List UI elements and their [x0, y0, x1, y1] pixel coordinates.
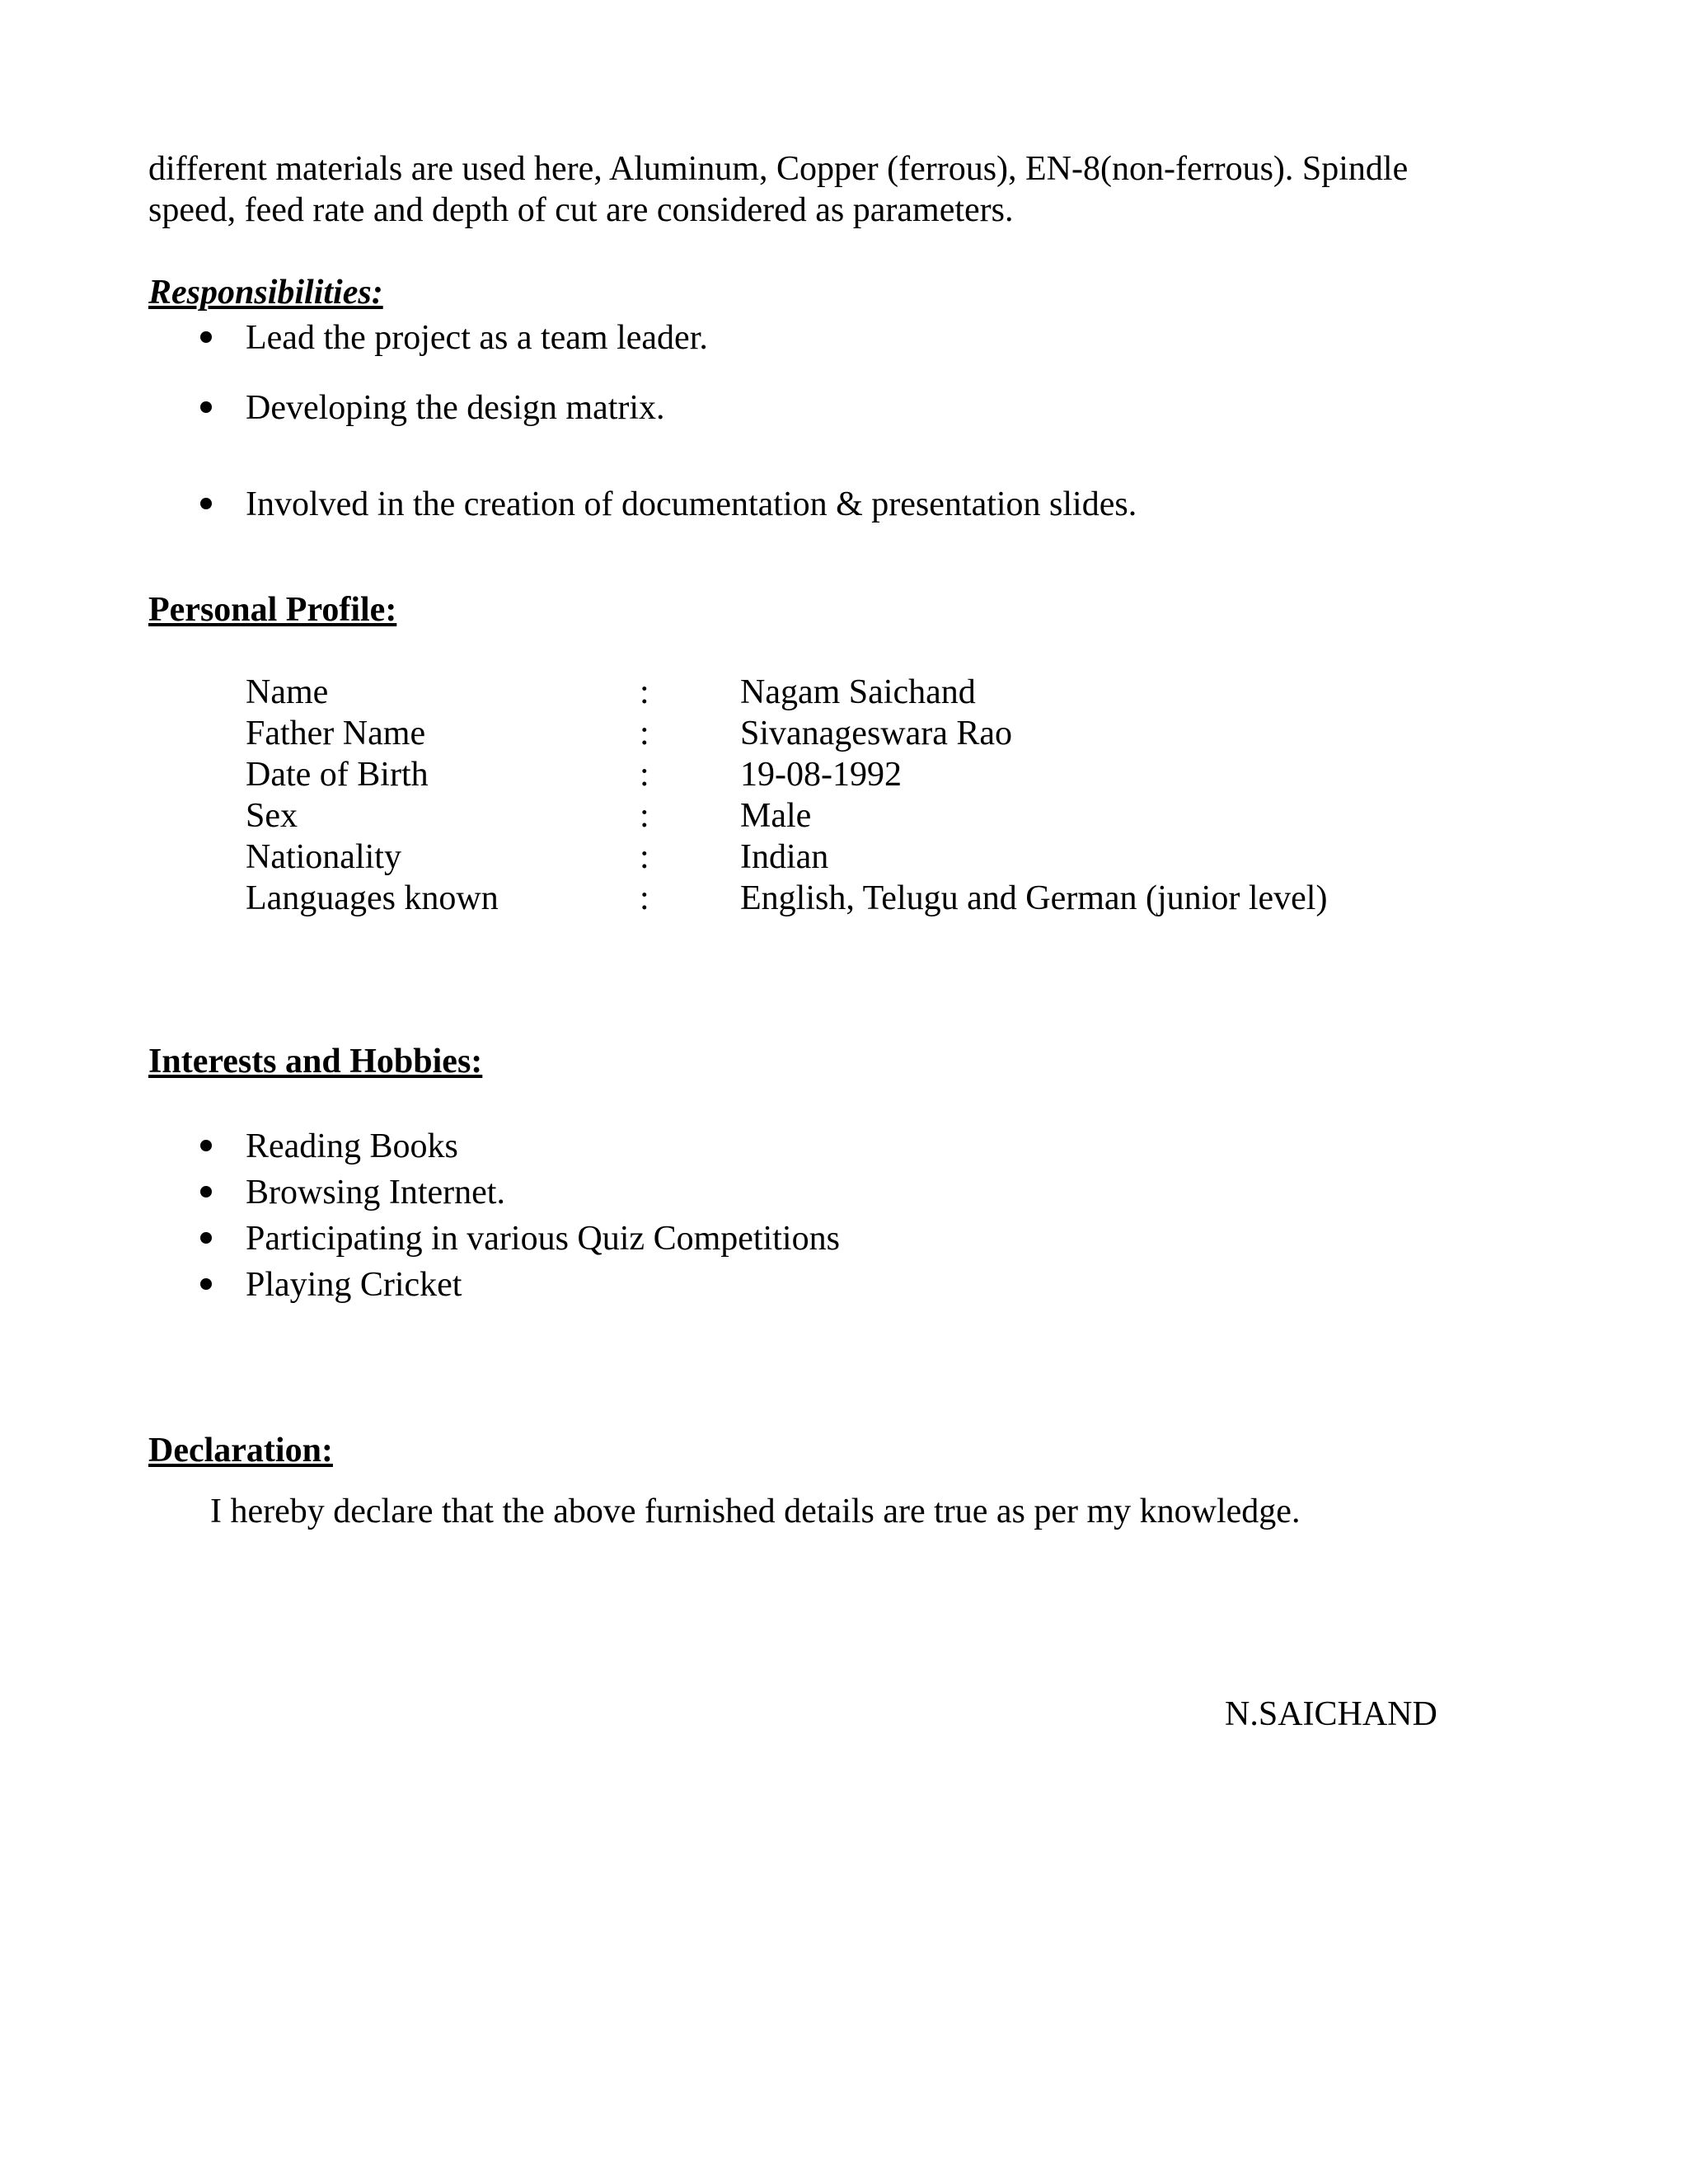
profile-separator: : [640, 673, 649, 711]
bullet-icon [200, 1186, 212, 1197]
bullet-icon [200, 331, 212, 343]
responsibility-item: Developing the design matrix. [246, 389, 665, 427]
intro-line-2: speed, feed rate and depth of cut are considered as parameters. [148, 191, 1014, 229]
profile-separator: : [640, 797, 649, 835]
responsibility-item: Lead the project as a team leader. [246, 319, 708, 357]
personal-profile-heading: Personal Profile: [148, 591, 397, 629]
profile-label-date-of-birth: Date of Birth [246, 756, 429, 794]
profile-value-sex: Male [740, 797, 812, 835]
bullet-icon [200, 1278, 212, 1290]
profile-value-languages: English, Telugu and German (junior level) [740, 879, 1328, 917]
hobbies-heading: Interests and Hobbies: [148, 1043, 483, 1080]
profile-separator: : [640, 879, 649, 917]
profile-label-sex: Sex [246, 797, 298, 835]
profile-value-name: Nagam Saichand [740, 673, 976, 711]
hobby-item: Browsing Internet. [246, 1174, 505, 1212]
profile-label-nationality: Nationality [246, 838, 401, 876]
bullet-icon [200, 498, 212, 509]
hobby-item: Playing Cricket [246, 1266, 462, 1304]
bullet-icon [200, 1232, 212, 1244]
profile-label-name: Name [246, 673, 329, 711]
profile-separator: : [640, 715, 649, 752]
hobby-item: Participating in various Quiz Competitions [246, 1220, 840, 1258]
responsibilities-heading: Responsibilities: [148, 274, 383, 312]
declaration-text: I hereby declare that the above furnished details are true as per my knowledge. [210, 1493, 1301, 1530]
bullet-icon [200, 1140, 212, 1151]
responsibility-item: Involved in the creation of documentation & presentation slides. [246, 485, 1137, 523]
intro-line-1: different materials are used here, Aluminum, Copper (ferrous), EN-8(non-ferrous). Spindle [148, 150, 1409, 188]
declaration-heading: Declaration: [148, 1432, 333, 1469]
profile-value-date-of-birth: 19-08-1992 [740, 756, 902, 794]
hobby-item: Reading Books [246, 1127, 458, 1165]
profile-separator: : [640, 838, 649, 876]
profile-value-nationality: Indian [740, 838, 829, 876]
profile-value-father-name: Sivanageswara Rao [740, 715, 1013, 752]
bullet-icon [200, 401, 212, 413]
profile-label-languages: Languages known [246, 879, 499, 917]
profile-label-father-name: Father Name [246, 715, 426, 752]
profile-separator: : [640, 756, 649, 794]
signature-name: N.SAICHAND [1225, 1695, 1437, 1733]
